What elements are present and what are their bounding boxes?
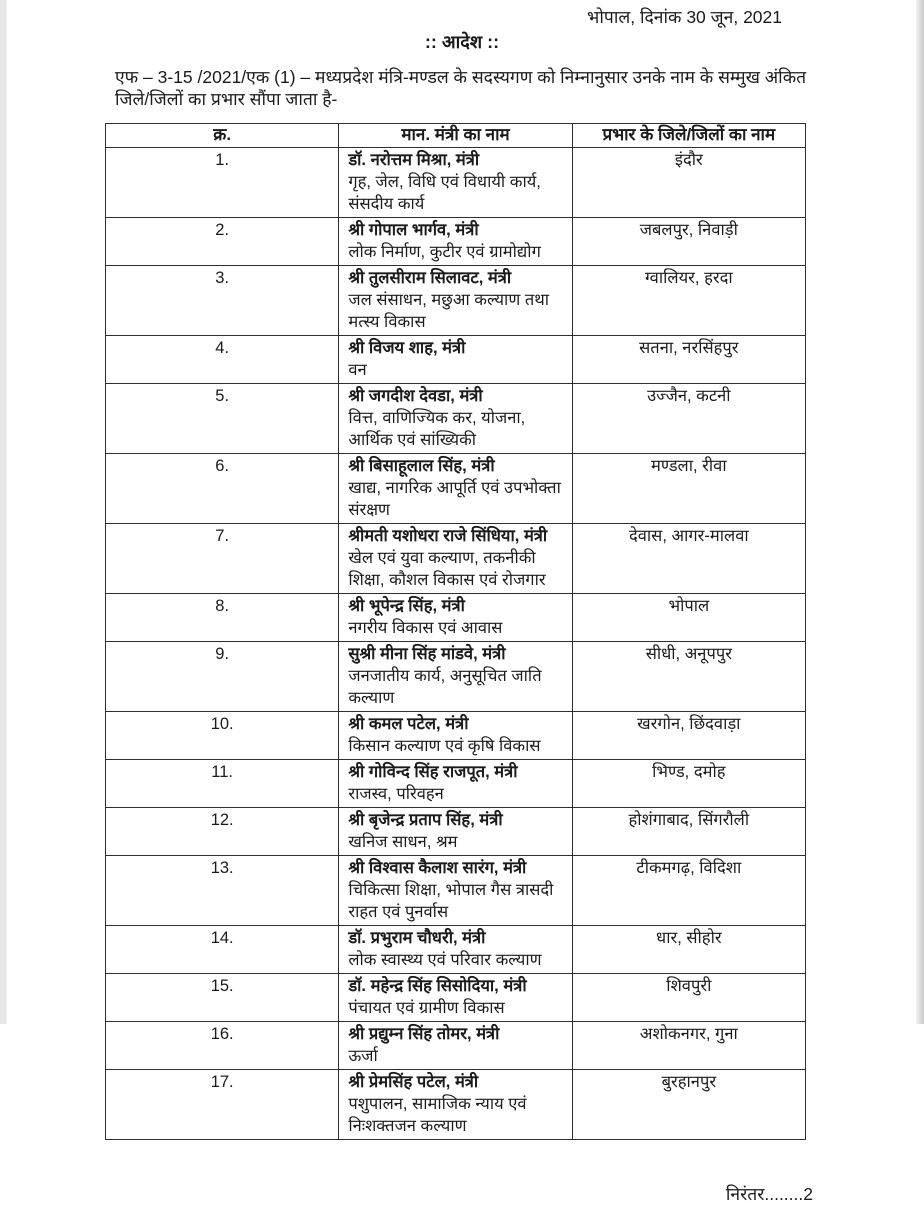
minister-cell xyxy=(339,454,572,524)
minister-name: श्री गोपाल भार्गव, मंत्री xyxy=(348,221,479,239)
table-row xyxy=(106,1022,806,1070)
minister-name: श्री बृजेन्द्र प्रताप सिंह, मंत्री xyxy=(348,811,503,829)
district-name: सतना, नरसिंहपुर xyxy=(572,336,805,384)
minister-dept: गृह, जेल, विधि एवं विधायी कार्य, संसदीय कार्य xyxy=(348,173,541,213)
minister-cell xyxy=(339,266,572,336)
minister-cell xyxy=(339,524,572,594)
district-name: अशोकनगर, गुना xyxy=(572,1022,805,1070)
table-row xyxy=(106,336,806,384)
ministers-table-head xyxy=(106,124,806,148)
header-serial: क्र. xyxy=(106,124,339,148)
minister-name: श्री बिसाहूलाल सिंह, मंत्री xyxy=(348,457,495,475)
minister-dept: खनिज साधन, श्रम xyxy=(348,833,458,851)
ministers-table-body xyxy=(106,148,806,1140)
scan-edge-right xyxy=(916,0,924,1024)
minister-name: श्री प्रेमसिंह पटेल, मंत्री xyxy=(348,1073,479,1091)
table-row xyxy=(106,642,806,712)
minister-dept: नगरीय विकास एवं आवास xyxy=(348,619,503,637)
district-name: धार, सीहोर xyxy=(572,926,805,974)
row-serial: 8. xyxy=(106,594,339,642)
row-serial: 2. xyxy=(106,218,339,266)
minister-name: श्री भूपेन्द्र सिंह, मंत्री xyxy=(348,597,465,615)
minister-cell xyxy=(339,760,572,808)
continuation-note: निरंतर........2 xyxy=(725,1184,813,1204)
minister-dept: पशुपालन, सामाजिक न्याय एवं निःशक्तजन कल्याण xyxy=(348,1095,527,1135)
minister-name: श्री प्रद्युम्न सिंह तोमर, मंत्री xyxy=(348,1025,500,1043)
district-name: सीधी, अनूपपुर xyxy=(572,642,805,712)
minister-dept: लोक स्वास्थ्य एवं परिवार कल्याण xyxy=(348,951,542,969)
table-row xyxy=(106,218,806,266)
district-name: इंदौर xyxy=(572,148,805,218)
row-serial: 1. xyxy=(106,148,339,218)
minister-cell xyxy=(339,974,572,1022)
row-serial: 7. xyxy=(106,524,339,594)
table-row xyxy=(106,454,806,524)
minister-dept: जनजातीय कार्य, अनुसूचित जाति कल्याण xyxy=(348,667,542,707)
table-row xyxy=(106,1070,806,1140)
minister-cell xyxy=(339,1022,572,1070)
minister-dept: किसान कल्याण एवं कृषि विकास xyxy=(348,737,541,755)
minister-cell xyxy=(339,712,572,760)
minister-name: श्री कमल पटेल, मंत्री xyxy=(348,715,469,733)
table-row xyxy=(106,856,806,926)
row-serial: 4. xyxy=(106,336,339,384)
header-minister-name: मान. मंत्री का नाम xyxy=(339,124,572,148)
district-name: खरगोन, छिंदवाड़ा xyxy=(572,712,805,760)
minister-name: श्री विजय शाह, मंत्री xyxy=(348,339,466,357)
minister-cell xyxy=(339,148,572,218)
row-serial: 5. xyxy=(106,384,339,454)
minister-cell xyxy=(339,384,572,454)
row-serial: 11. xyxy=(106,760,339,808)
minister-dept: लोक निर्माण, कुटीर एवं ग्रामोद्योग xyxy=(348,243,541,261)
minister-dept: खेल एवं युवा कल्याण, तकनीकी शिक्षा, कौशल विकास एवं रोजगार xyxy=(348,549,546,589)
district-name: भोपाल xyxy=(572,594,805,642)
row-serial: 16. xyxy=(106,1022,339,1070)
minister-cell xyxy=(339,642,572,712)
district-name: देवास, आगर-मालवा xyxy=(572,524,805,594)
district-name: टीकमगढ़, विदिशा xyxy=(572,856,805,926)
table-row xyxy=(106,926,806,974)
table-row xyxy=(106,760,806,808)
minister-dept: जल संसाधन, मछुआ कल्याण तथा मत्स्य विकास xyxy=(348,291,550,331)
minister-cell xyxy=(339,926,572,974)
minister-cell xyxy=(339,594,572,642)
minister-dept: ऊर्जा xyxy=(348,1047,378,1065)
minister-name: सुश्री मीना सिंह मांडवे, मंत्री xyxy=(348,645,506,663)
minister-dept: चिकित्सा शिक्षा, भोपाल गैस त्रासदी राहत एवं पुनर्वास xyxy=(348,881,554,921)
ministers-table xyxy=(105,123,806,1140)
minister-dept: खाद्य, नागरिक आपूर्ति एवं उपभोक्ता संरक्षण xyxy=(348,479,561,519)
date-line: भोपाल, दिनांक 30 जून, 2021 xyxy=(587,7,782,27)
row-serial: 17. xyxy=(106,1070,339,1140)
row-serial: 13. xyxy=(106,856,339,926)
row-serial: 12. xyxy=(106,808,339,856)
district-name: शिवपुरी xyxy=(572,974,805,1022)
minister-name: श्री तुलसीराम सिलावट, मंत्री xyxy=(348,269,512,287)
header-district-name: प्रभार के जिले/जिलों का नाम xyxy=(572,124,805,148)
minister-dept: वित्त, वाणिज्यिक कर, योजना, आर्थिक एवं सांख्यिकी xyxy=(348,409,526,449)
minister-name: श्री विश्वास कैलाश सारंग, मंत्री xyxy=(348,859,527,877)
table-row xyxy=(106,524,806,594)
header-row xyxy=(106,124,806,148)
minister-name: श्री जगदीश देवडा, मंत्री xyxy=(348,387,483,405)
district-name: होशंगाबाद, सिंगरौली xyxy=(572,808,805,856)
district-name: भिण्ड, दमोह xyxy=(572,760,805,808)
document-title: :: आदेश :: xyxy=(424,32,500,52)
row-serial: 15. xyxy=(106,974,339,1022)
minister-name: डॉ. महेन्द्र सिंह सिसोदिया, मंत्री xyxy=(348,977,527,995)
minister-dept: राजस्व, परिवहन xyxy=(348,785,444,803)
table-row xyxy=(106,384,806,454)
intro-paragraph: एफ – 3-15 /2021/एक (1) – मध्यप्रदेश मंत्रि-मण्डल के सदस्यगण को निम्नानुसार उनके नाम के सम्मुख अंकित जिले/जिलों का प्रभार सौंपा जाता है- xyxy=(115,67,807,109)
minister-cell xyxy=(339,1070,572,1140)
row-serial: 14. xyxy=(106,926,339,974)
minister-cell xyxy=(339,856,572,926)
minister-cell xyxy=(339,336,572,384)
district-name: उज्जैन, कटनी xyxy=(572,384,805,454)
district-name: जबलपुर, निवाड़ी xyxy=(572,218,805,266)
table-row xyxy=(106,808,806,856)
minister-dept: पंचायत एवं ग्रामीण विकास xyxy=(348,999,505,1017)
row-serial: 10. xyxy=(106,712,339,760)
row-serial: 6. xyxy=(106,454,339,524)
row-serial: 9. xyxy=(106,642,339,712)
table-row xyxy=(106,594,806,642)
table-row xyxy=(106,148,806,218)
table-row xyxy=(106,974,806,1022)
minister-cell xyxy=(339,218,572,266)
scan-edge-left xyxy=(0,0,7,1024)
table-row xyxy=(106,266,806,336)
minister-cell xyxy=(339,808,572,856)
minister-name: श्रीमती यशोधरा राजे सिंधिया, मंत्री xyxy=(348,527,548,545)
district-name: बुरहानपुर xyxy=(572,1070,805,1140)
table-row xyxy=(106,712,806,760)
minister-dept: वन xyxy=(348,361,367,379)
district-name: ग्वालियर, हरदा xyxy=(572,266,805,336)
district-name: मण्डला, रीवा xyxy=(572,454,805,524)
row-serial: 3. xyxy=(106,266,339,336)
minister-name: श्री गोविन्द सिंह राजपूत, मंत्री xyxy=(348,763,518,781)
minister-name: डॉ. नरोत्तम मिश्रा, मंत्री xyxy=(348,151,480,169)
minister-name: डॉ. प्रभुराम चौधरी, मंत्री xyxy=(348,929,486,947)
